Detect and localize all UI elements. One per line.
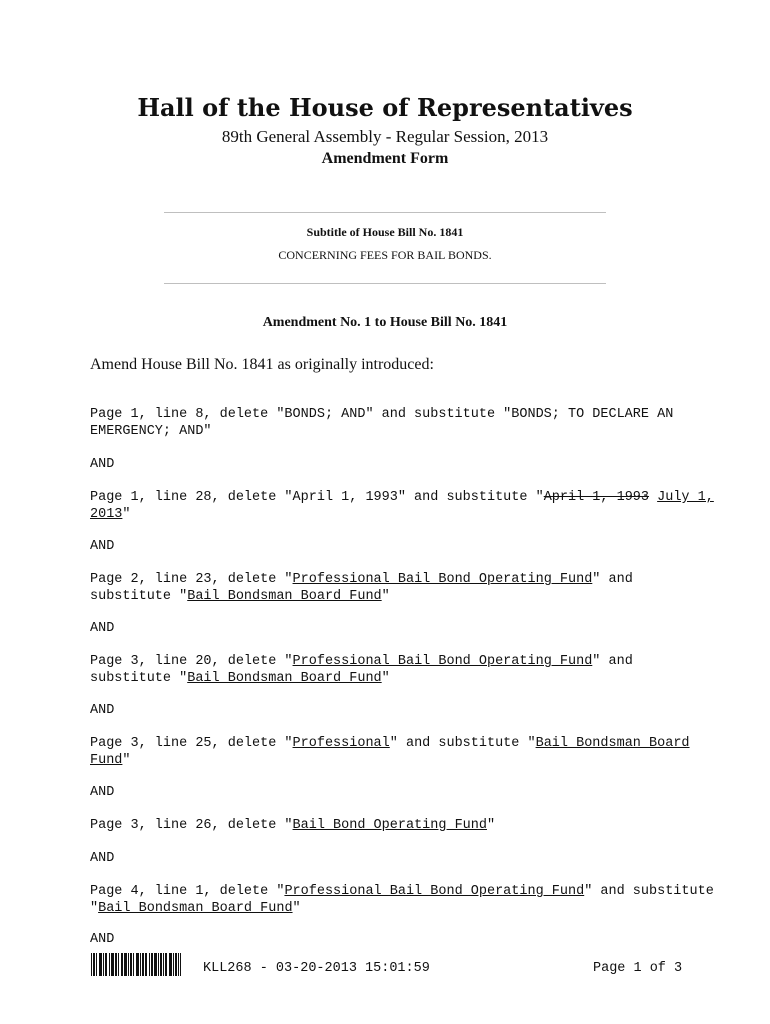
underlined-text: Professional [292, 736, 390, 751]
instruction-5-line-2 [90, 752, 131, 769]
instruction-text: Page 3, line 25, delete " [90, 736, 293, 751]
amendment-intro: Amend House Bill No. 1841 as originally introduced: [90, 356, 434, 373]
barcode-bar [136, 953, 137, 976]
barcode-bar [91, 953, 92, 976]
instruction-4-line-2 [90, 670, 390, 687]
instruction-text: " and [592, 654, 633, 669]
instruction-text: " and substitute " [389, 736, 536, 751]
instruction-7-line-1 [90, 883, 714, 900]
space [649, 490, 657, 505]
barcode-bar [140, 953, 141, 976]
barcode-bar [152, 953, 153, 976]
opening-quote: " [90, 901, 99, 916]
bottom-divider [164, 283, 606, 284]
barcode-bar [126, 953, 127, 976]
barcode-bar [115, 953, 116, 976]
underlined-text: Professional Bail Bond Operating Fund [292, 654, 593, 669]
barcode-bar [163, 953, 164, 976]
closing-quote: " [381, 589, 390, 604]
barcode-bar [169, 953, 170, 976]
instruction-3-line-1 [90, 571, 633, 588]
underlined-text: Bail Bondsman Board Fund [187, 589, 382, 604]
barcode-bar [128, 953, 129, 976]
barcode-bar [125, 953, 126, 976]
and-separator: AND [90, 457, 115, 472]
barcode-bar [180, 953, 181, 976]
barcode-bar [105, 953, 106, 976]
barcode-bar [116, 953, 117, 976]
and-separator: AND [90, 621, 115, 636]
page-title: Hall of the House of Representatives [137, 93, 633, 122]
barcode-bar [155, 953, 156, 976]
underlined-text: 2013 [90, 507, 123, 522]
session-line: 89th General Assembly - Regular Session, 2013 [221, 127, 549, 146]
instruction-text: substitute " [90, 671, 188, 686]
page-number: Page 1 of 3 [593, 961, 683, 976]
underlined-text: Bail Bondsman Board Fund [187, 671, 382, 686]
instruction-text: Page 2, line 23, delete " [90, 572, 293, 587]
barcode-bar [170, 953, 171, 976]
barcode-bar [137, 953, 138, 976]
instruction-7-line-2 [90, 900, 301, 917]
barcode-bar [99, 953, 100, 976]
barcode-bar [173, 953, 174, 976]
instruction-text: substitute " [90, 589, 188, 604]
amendment-heading: Amendment No. 1 to House Bill No. 1841 [262, 315, 508, 330]
barcode [90, 953, 182, 976]
closing-quote: " [486, 818, 496, 833]
underlined-text: Bail Bondsman Board Fund [98, 901, 293, 916]
underlined-text: Bail Bondsman Board [535, 736, 690, 751]
instruction-5-line-1 [90, 735, 690, 752]
instruction-2-line-2 [90, 506, 131, 523]
instruction-text: Page 1, line 28, delete "April 1, 1993" and substitute " [90, 490, 544, 505]
barcode-bar [113, 953, 114, 976]
instruction-text: " and substitute [584, 884, 714, 899]
barcode-bar [166, 953, 167, 976]
underlined-text: Bail Bond Operating Fund [292, 818, 487, 833]
closing-quote: " [381, 671, 390, 686]
barcode-bar [149, 953, 150, 976]
instruction-3-line-2 [90, 588, 390, 605]
barcode-bar [142, 953, 143, 976]
instruction-text: Page 3, line 26, delete " [90, 818, 293, 833]
barcode-bar [111, 953, 112, 976]
top-divider [164, 212, 606, 213]
barcode-bar [143, 953, 144, 976]
barcode-bar [156, 953, 157, 976]
and-separator: AND [90, 932, 115, 947]
barcode-bar [138, 953, 139, 976]
subtitle-text: CONCERNING FEES FOR BAIL BONDS. [278, 248, 492, 262]
subtitle-label: Subtitle of House Bill No. 1841 [306, 225, 464, 239]
barcode-bar [175, 953, 176, 976]
instruction-2-line-1 [90, 489, 714, 506]
barcode-bar [146, 953, 147, 976]
barcode-bar [151, 953, 152, 976]
barcode-bar [100, 953, 101, 976]
barcode-bar [158, 953, 159, 976]
barcode-bar [130, 953, 131, 976]
form-name: Amendment Form [321, 150, 449, 167]
underlined-text: Professional Bail Bond Operating Fund [284, 884, 585, 899]
barcode-bar [103, 953, 104, 976]
instruction-1-line-1: Page 1, line 8, delete "BONDS; AND" and substitute "BONDS; TO DECLARE AN [90, 407, 674, 422]
barcode-bar [122, 953, 123, 976]
barcode-bar [109, 953, 110, 976]
barcode-bar [165, 953, 166, 976]
underlined-text: Professional Bail Bond Operating Fund [292, 572, 593, 587]
instruction-text: Page 3, line 20, delete " [90, 654, 293, 669]
instruction-6-line-1 [90, 817, 495, 834]
barcode-bar [121, 953, 122, 976]
barcode-bar [118, 953, 119, 976]
instruction-text: " and [592, 572, 633, 587]
barcode-bar [176, 953, 177, 976]
and-separator: AND [90, 703, 115, 718]
footer-code: KLL268 - 03-20-2013 15:01:59 [203, 961, 430, 976]
closing-quote: " [122, 507, 131, 522]
underlined-text: July 1, [657, 490, 714, 505]
and-separator: AND [90, 851, 115, 866]
barcode-bar [131, 953, 132, 976]
underlined-text: Fund [90, 753, 123, 768]
barcode-bar [171, 953, 172, 976]
barcode-bar [160, 953, 161, 976]
struck-text: April 1, 1993 [543, 490, 650, 505]
barcode-bar [112, 953, 113, 976]
barcode-bar [145, 953, 146, 976]
barcode-bar [93, 953, 94, 976]
barcode-bar [124, 953, 125, 976]
instruction-4-line-1 [90, 653, 633, 670]
barcode-bar [94, 953, 95, 976]
instruction-1-line-2: EMERGENCY; AND" [90, 424, 212, 439]
barcode-bar [101, 953, 102, 976]
closing-quote: " [122, 753, 131, 768]
barcode-bar [133, 953, 134, 976]
barcode-bar [96, 953, 97, 976]
barcode-bar [154, 953, 155, 976]
barcode-bar [106, 953, 107, 976]
barcode-bar [178, 953, 179, 976]
barcode-bar [161, 953, 162, 976]
and-separator: AND [90, 785, 115, 800]
closing-quote: " [292, 901, 301, 916]
instruction-text: Page 4, line 1, delete " [90, 884, 285, 899]
and-separator: AND [90, 539, 115, 554]
